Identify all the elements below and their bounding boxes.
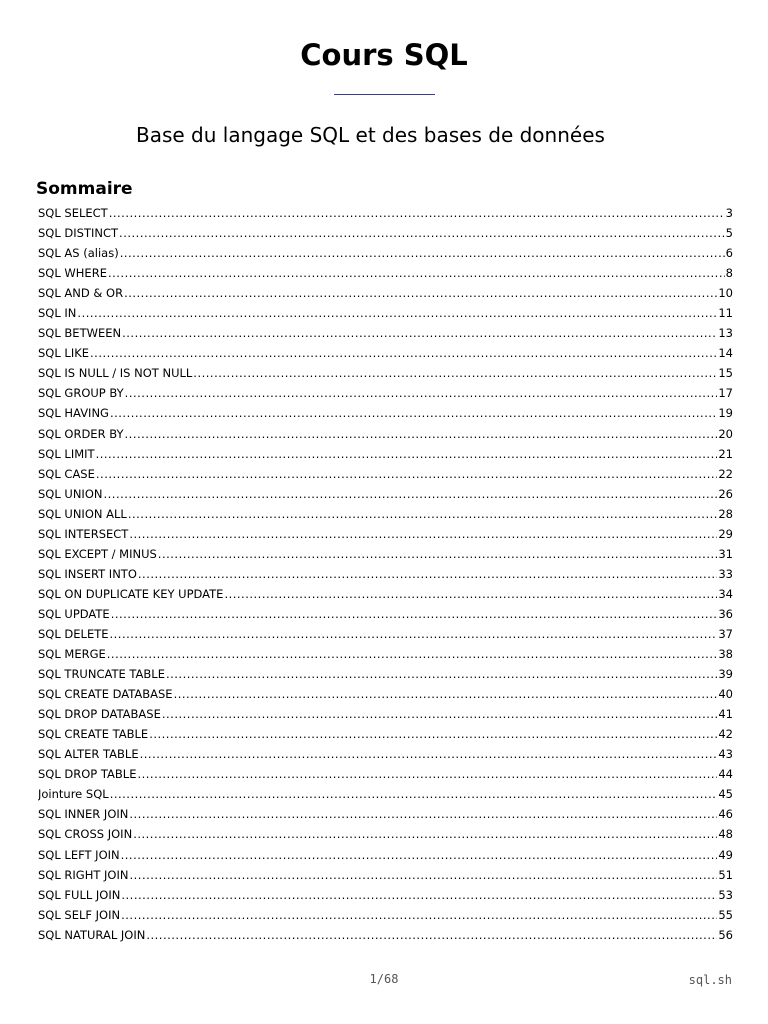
toc-entry-label: SQL CREATE DATABASE <box>38 687 173 702</box>
toc-entry[interactable] <box>38 724 733 744</box>
toc-entry[interactable] <box>38 303 733 323</box>
toc-entry[interactable] <box>38 624 733 644</box>
toc-entry-page: 55 <box>718 907 733 922</box>
toc-leader-dots <box>120 243 725 263</box>
toc-leader-dots <box>162 704 718 724</box>
toc-entry-page: 13 <box>718 326 733 341</box>
toc-entry-label: SQL IN <box>38 306 77 321</box>
toc-entry-label: SQL CASE <box>38 466 95 481</box>
toc-leader-dots <box>149 724 717 744</box>
toc-entry-page: 41 <box>718 707 733 722</box>
toc-entry[interactable] <box>38 845 733 865</box>
toc-leader-dots <box>129 865 717 885</box>
toc-entry-label: Jointure SQL <box>38 787 109 802</box>
toc-leader-dots <box>146 925 717 945</box>
toc-entry[interactable] <box>38 363 733 383</box>
toc-leader-dots <box>111 604 718 624</box>
toc-entry[interactable] <box>38 684 733 704</box>
toc-entry[interactable] <box>38 424 733 444</box>
toc-heading: Sommaire <box>36 179 133 199</box>
toc-leader-dots <box>110 624 718 644</box>
toc-entry[interactable] <box>38 925 733 945</box>
toc-entry-label: SQL AND & OR <box>38 286 124 301</box>
toc-leader-dots <box>109 203 725 223</box>
toc-entry-label: SQL ON DUPLICATE KEY UPDATE <box>38 586 224 601</box>
toc-entry-label: SQL IS NULL / IS NOT NULL <box>38 366 193 381</box>
toc-entry-page: 43 <box>718 747 733 762</box>
toc-entry-page: 45 <box>718 787 733 802</box>
toc-entry-page: 14 <box>718 346 733 361</box>
toc-leader-dots <box>121 885 717 905</box>
toc-entry-label: SQL SELF JOIN <box>38 907 121 922</box>
toc-entry[interactable] <box>38 544 733 564</box>
toc-leader-dots <box>77 303 717 323</box>
toc-leader-dots <box>137 764 717 784</box>
toc-entry-label: SQL UPDATE <box>38 606 110 621</box>
toc-entry[interactable] <box>38 524 733 544</box>
toc-entry[interactable] <box>38 403 733 423</box>
toc-entry[interactable] <box>38 564 733 584</box>
toc-entry-page: 5 <box>725 226 733 241</box>
toc-entry[interactable] <box>38 804 733 824</box>
toc-entry[interactable] <box>38 343 733 363</box>
toc-leader-dots <box>119 223 725 243</box>
toc-entry-page: 34 <box>718 586 733 601</box>
toc-entry[interactable] <box>38 604 733 624</box>
toc-leader-dots <box>125 383 718 403</box>
toc-entry-label: SQL DROP TABLE <box>38 767 137 782</box>
toc-entry[interactable] <box>38 824 733 844</box>
toc-entry-page: 20 <box>718 426 733 441</box>
toc-entry-page: 28 <box>718 506 733 521</box>
toc-entry-page: 36 <box>718 606 733 621</box>
toc-entry[interactable] <box>38 704 733 724</box>
toc-entry-label: SQL INTERSECT <box>38 526 129 541</box>
toc-entry-page: 42 <box>718 727 733 742</box>
toc-entry-page: 53 <box>718 887 733 902</box>
toc-entry-page: 21 <box>718 446 733 461</box>
toc-leader-dots <box>96 464 717 484</box>
toc-entry-label: SQL WHERE <box>38 266 107 281</box>
toc-leader-dots <box>121 845 718 865</box>
toc-leader-dots <box>125 424 718 444</box>
toc-entry-page: 15 <box>718 366 733 381</box>
toc-entry-page: 46 <box>718 807 733 822</box>
toc-entry-label: SQL LIKE <box>38 346 90 361</box>
toc-leader-dots <box>121 905 717 925</box>
page-subtitle: Base du langage SQL et des bases de données <box>136 123 605 147</box>
toc-entry-label: SQL DROP DATABASE <box>38 707 161 722</box>
toc-entry[interactable] <box>38 905 733 925</box>
toc-entry[interactable] <box>38 263 733 283</box>
toc-entry[interactable] <box>38 464 733 484</box>
toc-entry-page: 56 <box>718 927 733 942</box>
toc-entry-page: 33 <box>718 566 733 581</box>
toc-entry-label: SQL DISTINCT <box>38 226 119 241</box>
toc-entry-page: 48 <box>718 827 733 842</box>
toc-entry[interactable] <box>38 383 733 403</box>
toc-entry-page: 49 <box>718 847 733 862</box>
toc-entry[interactable] <box>38 584 733 604</box>
toc-leader-dots <box>110 784 718 804</box>
toc-entry-label: SQL ORDER BY <box>38 426 124 441</box>
toc-entry-label: SQL DELETE <box>38 626 109 641</box>
toc-entry-page: 40 <box>718 687 733 702</box>
toc-entry-page: 31 <box>718 546 733 561</box>
toc-entry-page: 6 <box>725 246 733 261</box>
toc-entry-label: SQL SELECT <box>38 206 108 220</box>
toc-entry-label: SQL LIMIT <box>38 446 95 461</box>
toc-entry-page: 44 <box>718 767 733 782</box>
toc-entry-label: SQL RIGHT JOIN <box>38 867 129 882</box>
toc-leader-dots <box>224 584 717 604</box>
toc-leader-dots <box>108 263 725 283</box>
toc-entry[interactable] <box>38 885 733 905</box>
toc-entry-page: 29 <box>718 526 733 541</box>
toc-entry-page: 10 <box>718 286 733 301</box>
toc-entry-page: 11 <box>718 306 733 321</box>
toc-entry-page: 17 <box>718 386 733 401</box>
toc-leader-dots <box>124 283 717 303</box>
toc-leader-dots <box>140 744 718 764</box>
toc-entry[interactable] <box>38 484 733 504</box>
toc-leader-dots <box>103 484 717 504</box>
toc-leader-dots <box>138 564 717 584</box>
toc-leader-dots <box>193 363 717 383</box>
toc-leader-dots <box>129 804 717 824</box>
toc-entry-label: SQL CROSS JOIN <box>38 827 133 842</box>
toc-entry-label: SQL INNER JOIN <box>38 807 129 822</box>
toc-leader-dots <box>122 323 717 343</box>
toc-entry[interactable] <box>38 203 733 223</box>
toc-entry-page: 37 <box>718 626 733 641</box>
toc-entry[interactable] <box>38 744 733 764</box>
title-underline <box>334 94 435 95</box>
toc-entry-label: SQL UNION <box>38 486 103 501</box>
table-of-contents <box>38 203 733 945</box>
toc-entry-label: SQL FULL JOIN <box>38 887 121 902</box>
toc-entry[interactable] <box>38 664 733 684</box>
toc-entry-page: 22 <box>718 466 733 481</box>
toc-entry-page: 3 <box>725 206 733 220</box>
toc-entry[interactable] <box>38 644 733 664</box>
toc-leader-dots <box>129 524 717 544</box>
toc-leader-dots <box>128 504 718 524</box>
toc-entry-label: SQL EXCEPT / MINUS <box>38 546 157 561</box>
toc-entry-page: 38 <box>718 647 733 662</box>
toc-entry-label: SQL TRUNCATE TABLE <box>38 667 165 682</box>
page-title: Cours SQL <box>300 38 468 72</box>
toc-entry-label: SQL HAVING <box>38 406 109 421</box>
toc-entry-label: SQL LEFT JOIN <box>38 847 120 862</box>
toc-entry[interactable] <box>38 764 733 784</box>
toc-entry-label: SQL INSERT INTO <box>38 566 137 581</box>
toc-entry-page: 19 <box>718 406 733 421</box>
toc-leader-dots <box>110 403 717 423</box>
toc-entry-label: SQL ALTER TABLE <box>38 747 139 762</box>
toc-entry-page: 26 <box>718 486 733 501</box>
toc-entry-label: SQL NATURAL JOIN <box>38 927 146 942</box>
toc-entry-label: SQL GROUP BY <box>38 386 124 401</box>
toc-entry[interactable] <box>38 223 733 243</box>
toc-leader-dots <box>174 684 718 704</box>
toc-entry-label: SQL AS (alias) <box>38 246 119 261</box>
toc-entry[interactable] <box>38 283 733 303</box>
toc-entry[interactable] <box>38 243 733 263</box>
toc-entry[interactable] <box>38 444 733 464</box>
toc-leader-dots <box>90 343 717 363</box>
toc-entry-label: SQL UNION ALL <box>38 506 127 521</box>
toc-entry[interactable] <box>38 865 733 885</box>
toc-entry[interactable] <box>38 784 733 804</box>
toc-leader-dots <box>166 664 717 684</box>
toc-entry[interactable] <box>38 323 733 343</box>
toc-leader-dots <box>158 544 718 564</box>
toc-entry-label: SQL CREATE TABLE <box>38 727 149 742</box>
toc-entry-page: 8 <box>725 266 733 281</box>
toc-entry[interactable] <box>38 504 733 524</box>
toc-leader-dots <box>133 824 717 844</box>
toc-leader-dots <box>107 644 718 664</box>
toc-entry-label: SQL MERGE <box>38 647 106 662</box>
toc-entry-page: 51 <box>718 867 733 882</box>
toc-entry-label: SQL BETWEEN <box>38 326 122 341</box>
site-name: sql.sh <box>688 973 732 987</box>
page-number: 1/68 <box>369 972 399 986</box>
toc-leader-dots <box>96 444 718 464</box>
toc-entry-page: 39 <box>718 667 733 682</box>
